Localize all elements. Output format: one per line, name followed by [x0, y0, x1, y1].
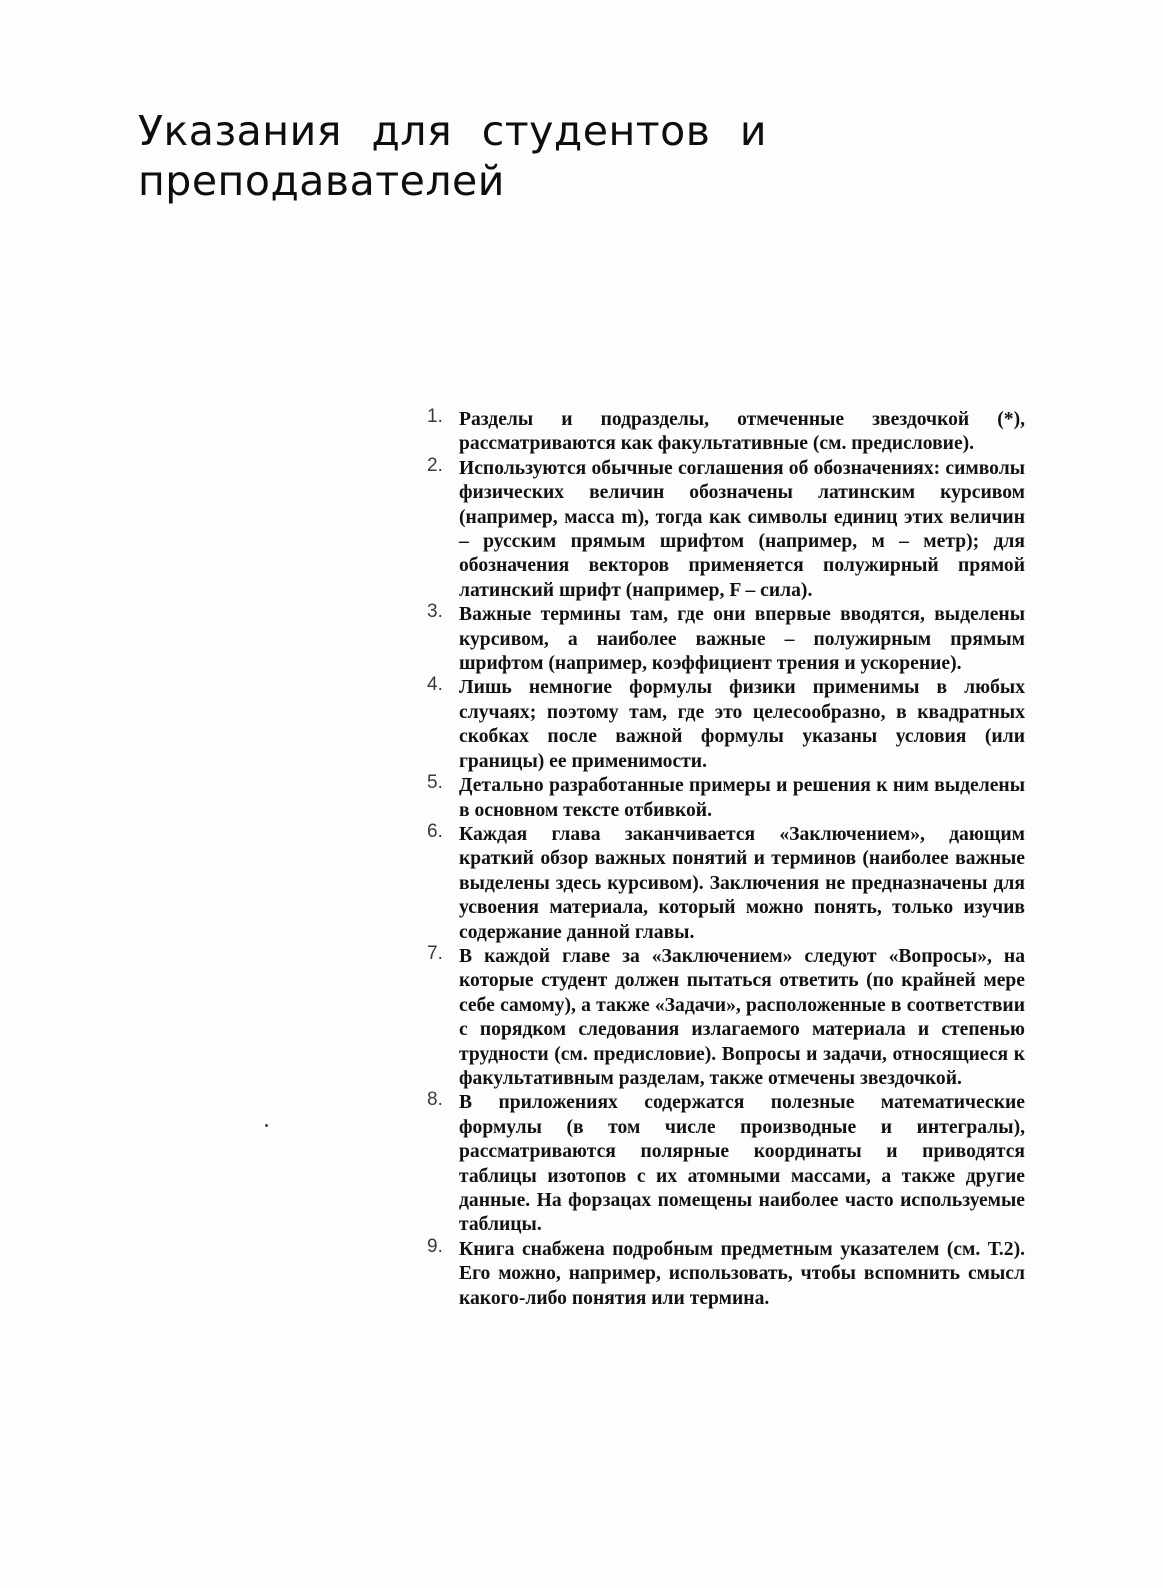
- note-text: Разделы и подразделы, отмеченные звездочкой (*), рассматриваются как факультативные (см. предисловие).: [459, 409, 1025, 455]
- note-text: Лишь немногие формулы физики применимы в любых случаях; поэтому там, где это целесообразно, в квадратных скобках после важной формулы указаны условия (или границы) ее применимости.: [459, 677, 1025, 772]
- page-title: [138, 106, 958, 206]
- note-number: 2.: [427, 454, 443, 476]
- scan-speck: [265, 1124, 268, 1127]
- note-item-9: [427, 1235, 1025, 1311]
- title-line-1: Указания для студентов и: [138, 107, 768, 155]
- note-item-8: [427, 1091, 1025, 1237]
- note-number: 7.: [427, 942, 443, 964]
- note-number: 8.: [427, 1089, 443, 1111]
- note-number: 5.: [427, 772, 443, 794]
- note-text: Книга снабжена подробным предметным указателем (см. Т.2). Его можно, например, использовать, чтобы вспомнить смысл какого-либо понятия или термина.: [459, 1238, 1025, 1309]
- note-item-3: [427, 603, 1025, 676]
- title-line-2: преподавателей: [138, 157, 505, 205]
- note-item-6: [427, 820, 1025, 945]
- note-number: 3.: [427, 601, 443, 623]
- note-number: 4.: [427, 674, 443, 696]
- note-text: Используются обычные соглашения об обозначениях: символы физических величин обозначены латинским курсивом (например, масса m), тогда как символы единиц этих величин – русским прямым шрифтом (например, м – метр); для обозначения векторов применяется полужирный прямой латинский шрифт (например, F – сила).: [459, 457, 1025, 601]
- note-item-5: [427, 774, 1025, 823]
- note-text: В каждой главе за «Заключением» следуют «Вопросы», на которые студент должен пытаться ответить (по крайней мере себе самому), а также «Задачи», расположенные в соответствии с порядком следования излагаемого материала и степенью трудности (см. предисловие). Вопросы и задачи, относящиеся к факультативным разделам, также отмечены звездочкой.: [459, 945, 1025, 1089]
- note-item-4: [427, 676, 1025, 774]
- note-item-1: [427, 408, 1025, 457]
- note-text: Каждая глава заканчивается «Заключением», дающим краткий обзор важных понятий и терминов (наиболее важные выделены здесь курсивом). Заключения не предназначены для усвоения материала, который можно понять, только изучив содержание данной главы.: [459, 823, 1025, 943]
- note-number: 6.: [427, 820, 443, 842]
- note-item-7: [427, 942, 1025, 1091]
- note-number: 9.: [427, 1235, 443, 1257]
- note-number: 1.: [427, 406, 443, 427]
- note-text: Детально разработанные примеры и решения к ним выделены в основном тексте отбивкой.: [459, 775, 1025, 821]
- notes-list: [427, 408, 1025, 1311]
- note-item-2: [427, 454, 1025, 603]
- note-text: В приложениях содержатся полезные математические формулы (в том числе производные и интегралы), рассматриваются полярные координаты и приводятся таблицы изотопов с их атомными массами, а также другие данные. На форзацах помещены наиболее часто используемые таблицы.: [459, 1092, 1025, 1236]
- note-text: Важные термины там, где они впервые вводятся, выделены курсивом, а наиболее важные – полужирным прямым шрифтом (например, коэффициент трения и ускорение).: [459, 604, 1025, 675]
